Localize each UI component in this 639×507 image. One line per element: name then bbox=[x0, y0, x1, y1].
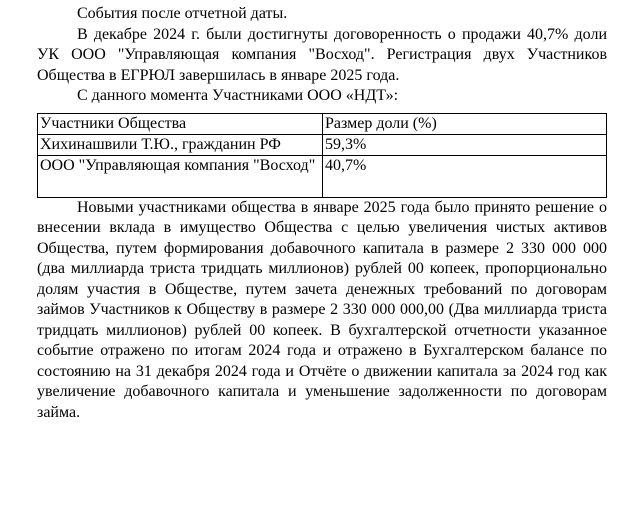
participant-share: 40,7% bbox=[323, 155, 607, 197]
participant-share: 59,3% bbox=[323, 134, 607, 155]
paragraph-capital-contribution: Новыми участниками общества в январе 2025 года было принято решение о внесении вклада в имущество Общества с целью увеличения чистых активов Общества, путем формирования добавочного капитала в размере 2 330 000 000 (два миллиарда триста тридцать миллионов) рублей 00 копеек, пропорционально долям участия в Обществе, путем зачета денежных требований по договорам займов Участников к Обществу в размере 2 330 000 000,00 (Два миллиарда триста тридцать миллионов) рублей 00 копеек. В бухгалтерской отчетности указанное событие отражено по итогам 2024 года и отражено в Бухгалтерском балансе по состоянию на 31 декабря 2024 года и Отчёте о движении капитала за 2024 год как увеличение добавочного капитала и уменьшение задолженности по договорам займа. bbox=[37, 198, 607, 421]
section-heading: События после отчетной даты. bbox=[77, 5, 288, 22]
table-row bbox=[38, 134, 607, 155]
table-row bbox=[38, 155, 607, 197]
table-header-row bbox=[38, 113, 607, 134]
participants-table bbox=[37, 113, 607, 198]
paragraph-sale-agreement: В декабре 2024 г. были достигнуты договоренность о продажи 40,7% доли УК ООО "Управляющая компания "Восход". Регистрация двух Участников Общества в ЕГРЮЛ завершилась в январе 2025 года. bbox=[37, 25, 607, 84]
document-body bbox=[37, 4, 607, 423]
table-header-participants: Участники Общества bbox=[38, 113, 323, 134]
participant-name: Хихинашвили Т.Ю., гражданин РФ bbox=[38, 134, 323, 155]
table-header-share: Размер доли (%) bbox=[323, 113, 607, 134]
participant-name: ООО "Управляющая компания "Восход" bbox=[38, 155, 323, 197]
paragraph-participants-intro: С данного момента Участниками ООО «НДТ»: bbox=[77, 87, 399, 104]
